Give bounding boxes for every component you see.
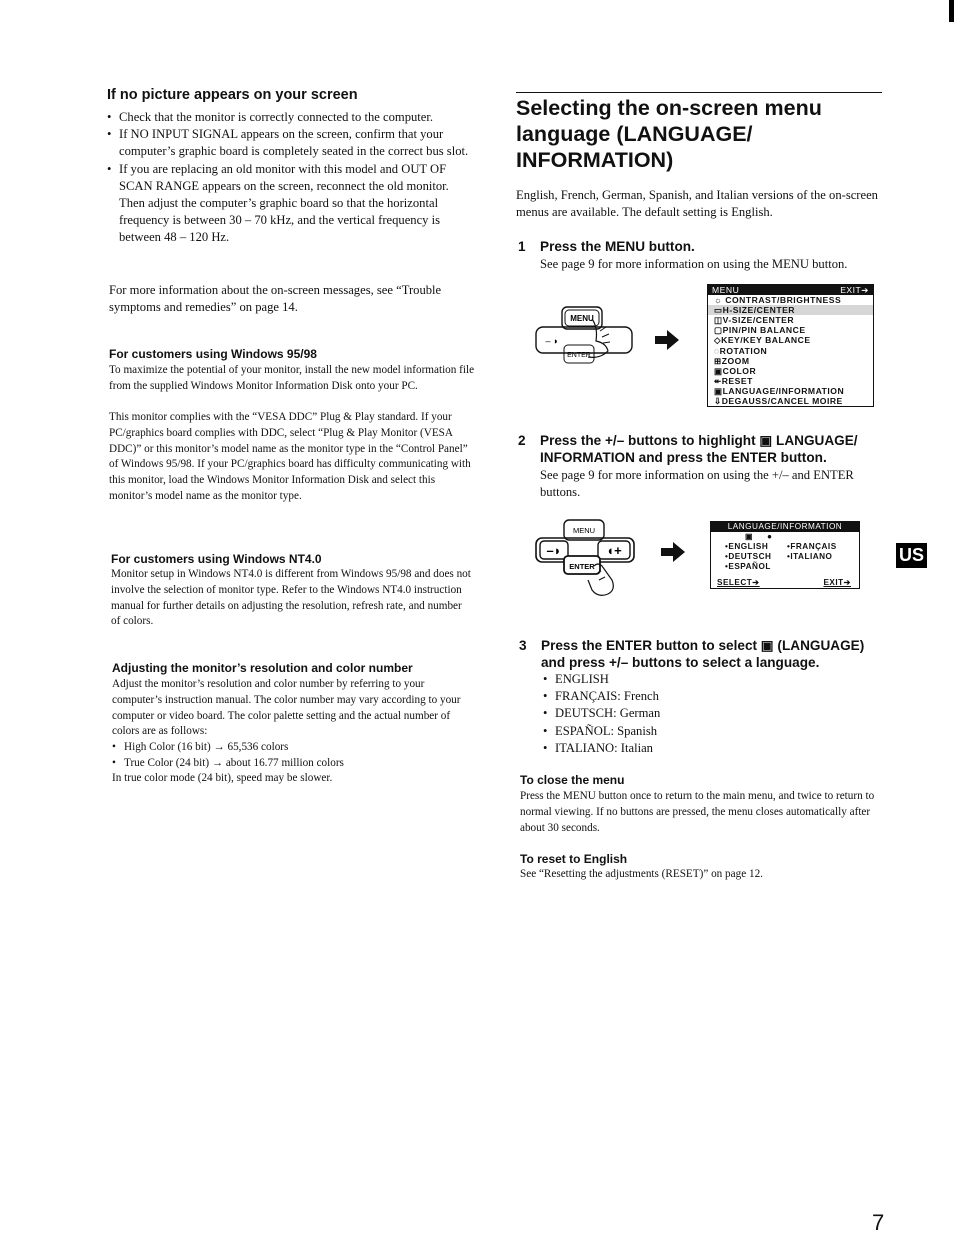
menu-item: ▣LANGUAGE/INFORMATION bbox=[714, 385, 845, 396]
no-picture-list bbox=[107, 109, 475, 247]
menu-item: ◇KEY/KEY BALANCE bbox=[714, 335, 811, 346]
language-option: •ITALIANO bbox=[787, 552, 833, 562]
svg-text:MENU: MENU bbox=[572, 526, 596, 535]
page-number: 7 bbox=[872, 1210, 885, 1235]
list-item: • True Color (24 bit) → about 16.77 million colors bbox=[112, 756, 474, 772]
resolution-paragraph: Adjust the monitor’s resolution and color number by referring to your computer’s instruction manual. The color number may vary according to your computer or video board. The color palette setting and the actual number of colors are as follows: bbox=[112, 678, 461, 738]
menu-button-illustration bbox=[530, 305, 638, 367]
step-1-text: See page 9 for more information on using the MENU button. bbox=[540, 257, 848, 271]
close-menu-heading: To close the menu bbox=[520, 773, 625, 787]
resolution-heading: Adjusting the monitor’s resolution and color number bbox=[112, 661, 413, 675]
title-rule bbox=[516, 92, 882, 93]
menu-item: ⇩DEGAUSS/CANCEL MOIRE bbox=[714, 396, 843, 407]
color-mode-list bbox=[112, 740, 474, 772]
reset-paragraph: See “Resetting the adjustments (RESET)” on page 12. bbox=[520, 868, 763, 880]
arrow-right-icon bbox=[660, 541, 686, 563]
menu-label: MENU bbox=[570, 314, 594, 323]
nt-paragraph: Monitor setup in Windows NT4.0 is different from Windows 95/98 and does not involve the selection of monitor type. Refer to the Windows NT4.0 instruction manual for further details on adjusting the resolution, refresh rate, and number of colors. bbox=[111, 568, 471, 628]
step-1-heading: 1 Press the MENU button. bbox=[518, 239, 695, 254]
section-heading-no-picture: If no picture appears on your screen bbox=[107, 87, 358, 103]
list-item: • FRANÇAIS: French bbox=[543, 688, 843, 705]
menu-item: ☼ CONTRAST/BRIGHTNESS bbox=[714, 295, 842, 306]
osd-main-menu: MENU EXIT➔ ☼ CONTRAST/BRIGHTNESS ▭H-SIZE/CENTER ◫V-SIZE/CENTER ▢PIN/PIN BALANCE ◇KEY/KEY BALANCE ◌ROTATION ⊞ZOOM ▣COLOR ↞RESET ▣LANGUAGE/INFORMATION ⇩DEGAUSS/CANCEL MOIRE bbox=[707, 284, 874, 407]
menu-item: ◌ROTATION bbox=[714, 345, 768, 356]
edge-mark bbox=[949, 0, 954, 22]
plus-minus-enter-illustration bbox=[532, 516, 644, 598]
menu-item: ▢PIN/PIN BALANCE bbox=[714, 325, 806, 336]
list-item: • Check that the monitor is correctly connected to the computer. bbox=[107, 109, 475, 126]
menu-item-highlighted: ▭H-SIZE/CENTER bbox=[708, 305, 873, 315]
menu-item: ▣COLOR bbox=[714, 365, 757, 376]
step-2-heading: 2 Press the +/– buttons to highlight ▣ LANGUAGE/ INFORMATION and press the ENTER button. bbox=[518, 433, 858, 465]
list-item: • DEUTSCH: German bbox=[543, 705, 843, 722]
reset-heading: To reset to English bbox=[520, 852, 628, 866]
close-menu-paragraph: Press the MENU button once to return to the main menu, and twice to return to normal viewing. If no buttons are pressed, the menu closes automatically after about 30 seconds. bbox=[520, 790, 875, 834]
menu-item: ⊞ZOOM bbox=[714, 355, 750, 366]
language-option: •ENGLISH bbox=[725, 542, 769, 552]
true-color-note: In true color mode (24 bit), speed may be slower. bbox=[112, 772, 333, 784]
list-item: • If NO INPUT SIGNAL appears on the screen, confirm that your computer’s graphic board is completely seated in the correct bus slot. bbox=[107, 126, 475, 160]
arrow-right-icon bbox=[654, 329, 680, 351]
svg-text:–◗: –◗ bbox=[546, 543, 562, 558]
language-option: •FRANÇAIS bbox=[787, 542, 837, 552]
win95-paragraph-1: To maximize the potential of your monitor, install the new model information file from the supplied Windows Monitor Information Disk onto your PC. bbox=[109, 364, 475, 392]
step-3-heading: 3 Press the ENTER button to select ▣ (LANGUAGE) and press +/– buttons to select a language. bbox=[519, 638, 865, 670]
more-info-paragraph: For more information about the on-screen messages, see “Trouble symptoms and remedies” on page 14. bbox=[109, 283, 442, 315]
list-item: • ESPAÑOL: Spanish bbox=[543, 723, 843, 740]
osd-language-menu: LANGUAGE/INFORMATION ▣ ● •ENGLISH •DEUTSCH •ESPAÑOL •FRANÇAIS •ITALIANO SELECT➔ EXIT➔ bbox=[710, 521, 860, 589]
menu-item: ◫V-SIZE/CENTER bbox=[714, 315, 795, 326]
svg-text:– ◗: – ◗ bbox=[545, 336, 559, 346]
svg-text:◖+: ◖+ bbox=[606, 543, 622, 558]
svg-text:ENTER: ENTER bbox=[569, 562, 595, 571]
language-option: •DEUTSCH bbox=[725, 552, 772, 562]
language-option: •ESPAÑOL bbox=[725, 562, 771, 572]
intro-paragraph: English, French, German, Spanish, and Italian versions of the on-screen menus are available. The default setting is English. bbox=[516, 188, 878, 220]
menu-item: ↞RESET bbox=[714, 375, 753, 386]
win95-heading: For customers using Windows 95/98 bbox=[109, 347, 317, 361]
win95-paragraph-2: This monitor complies with the “VESA DDC” Plug & Play standard. If your PC/graphics board complies with DDC, select “Plug & Play Monitor (VESA DDC)” or this monitor’s model name as the monitor type in the “Control Panel” of Windows 95/98. If your PC/graphics board has difficulty communicating with this monitor, load the Windows Monitor Information Disk and select this monitor’s model name as the monitor type. bbox=[109, 411, 471, 502]
list-item: • ITALIANO: Italian bbox=[543, 740, 843, 757]
nt-heading: For customers using Windows NT4.0 bbox=[111, 552, 322, 566]
language-list bbox=[543, 671, 843, 757]
step-2-text: See page 9 for more information on using the +/– and ENTER buttons. bbox=[540, 468, 854, 500]
list-item: • High Color (16 bit) → 65,536 colors bbox=[112, 740, 474, 756]
page-title: Selecting the on-screen menu language (LANGUAGE/ INFORMATION) bbox=[516, 96, 822, 172]
list-item: • ENGLISH bbox=[543, 671, 843, 688]
language-tab: US bbox=[896, 543, 927, 568]
enter-label: ENTER bbox=[567, 352, 591, 359]
list-item: • If you are replacing an old monitor with this model and OUT OF SCAN RANGE appears on the screen, reconnect the old monitor. Then adjust the computer’s graphic board so that the horizontal frequency is between 30 – 70 kHz, and the vertical frequency is between 48 – 120 Hz. bbox=[107, 161, 475, 247]
